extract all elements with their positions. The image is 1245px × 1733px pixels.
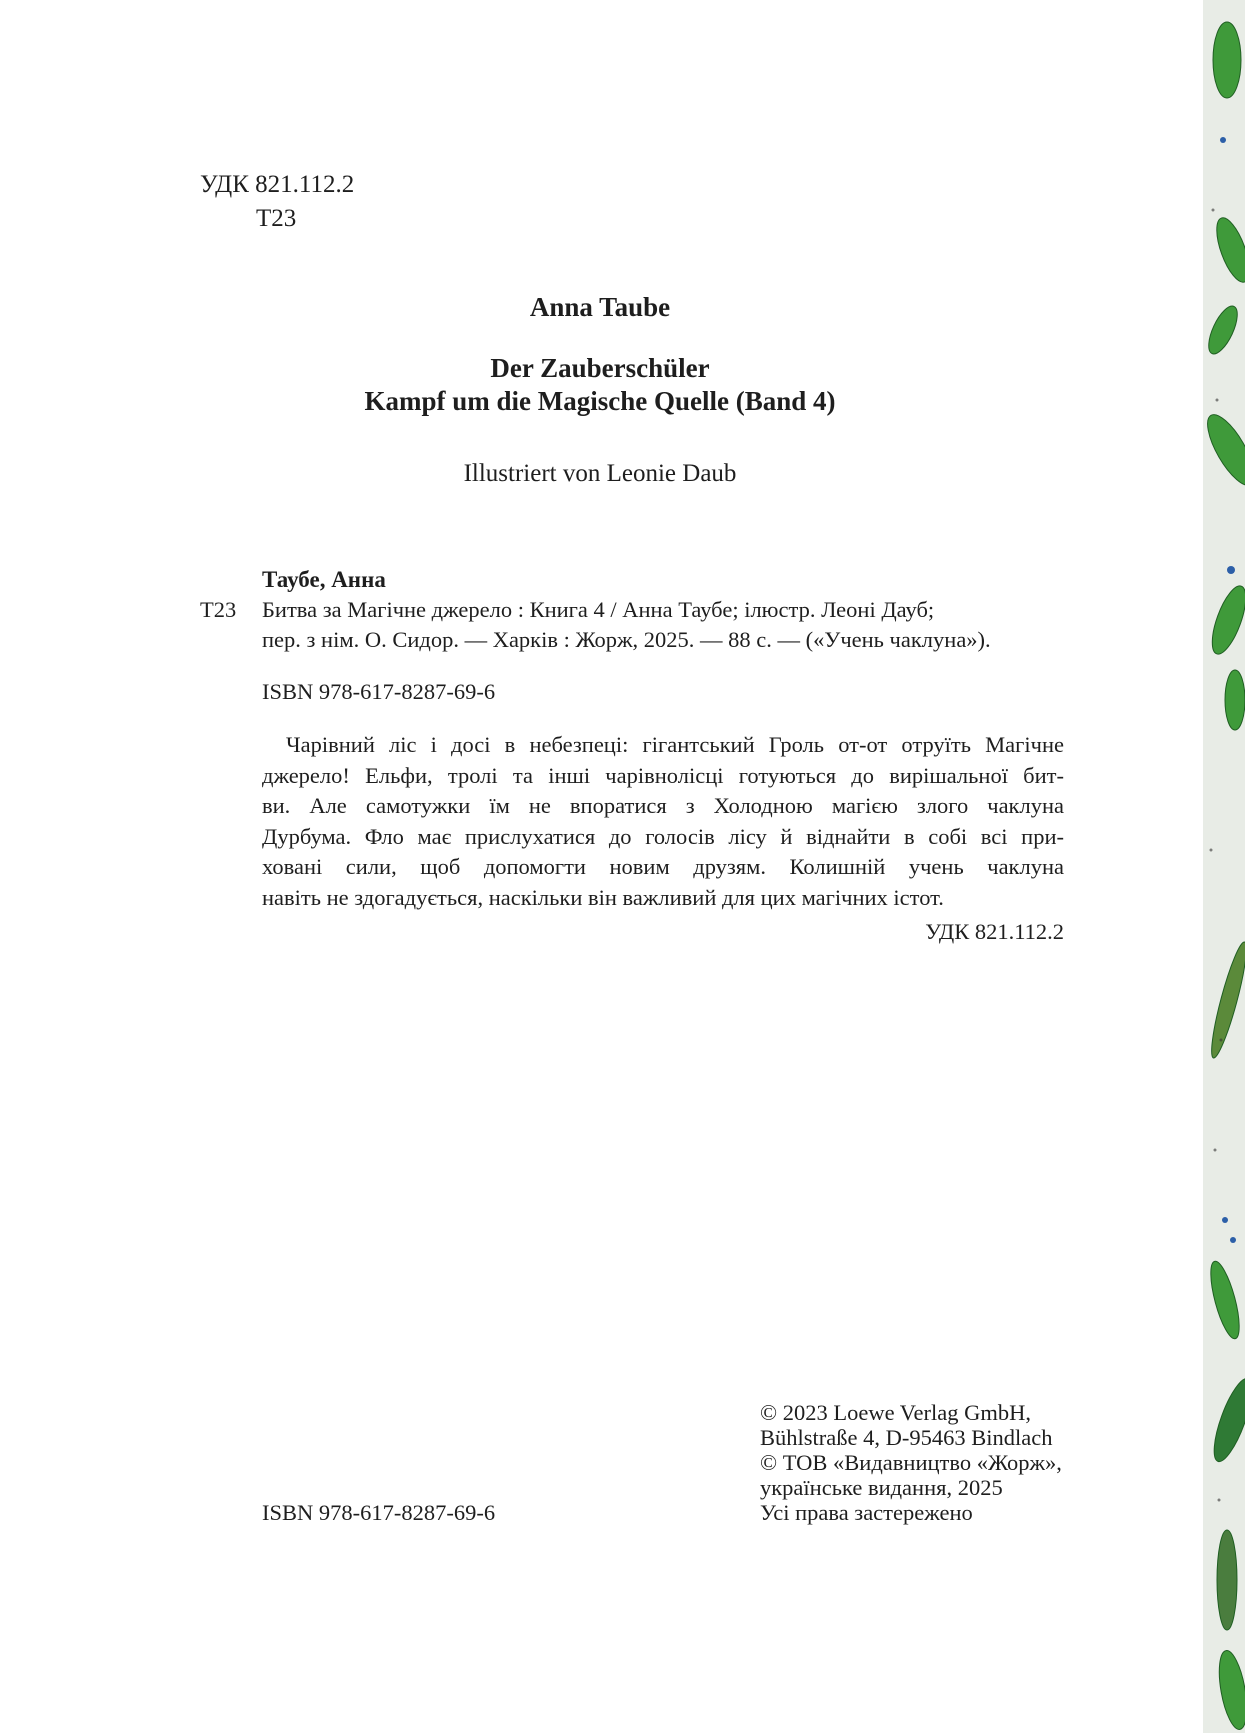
original-subtitle: Kampf um die Magische Quelle (Band 4) xyxy=(364,386,836,416)
author-sign: Т23 xyxy=(256,205,297,232)
udk-block xyxy=(200,168,354,236)
biblio-description xyxy=(262,595,1070,655)
biblio-line-2: пер. з нім. О. Сидор. — Харків : Жорж, 2025. — 88 с. — («Учень чаклуна»). xyxy=(262,627,991,652)
illustrator-credit: Illustriert von Leonie Daub xyxy=(463,460,737,487)
bibliographic-record xyxy=(200,565,1070,707)
original-author: Anna Taube xyxy=(529,292,671,322)
annotation-line: ховані сили, щоб допомогти новим друзям. Колишній учень чаклуна xyxy=(262,854,1064,879)
biblio-code: Т23 xyxy=(200,597,237,622)
original-title: Der Zauberschüler xyxy=(490,353,710,383)
annotation-line: Дурбума. Фло має прислухатися до голосів лісу й віднайти в собі всі при- xyxy=(262,823,1064,849)
udk-code: УДК 821.112.2 xyxy=(200,171,355,198)
copyright-block xyxy=(760,1400,1062,1525)
copyright-line: Bühlstraße 4, D-95463 Bindlach xyxy=(760,1425,1053,1450)
copyright-line: © 2023 Loewe Verlag GmbH, xyxy=(760,1400,1031,1425)
footer-isbn: ISBN 978-617-8287-69-6 xyxy=(262,1500,496,1525)
annotation-line: Чарівний ліс і досі в небезпеці: гігантський Гроль от-от отруїть Магічне xyxy=(286,732,1064,757)
annotation-udk: УДК 821.112.2 xyxy=(925,919,1064,944)
copyright-line: українське видання, 2025 xyxy=(760,1475,1003,1500)
copyright-line: Усі права застережено xyxy=(760,1500,973,1525)
copyright-line: © ТОВ «Видавництво «Жорж», xyxy=(760,1450,1062,1475)
biblio-isbn: ISBN 978-617-8287-69-6 xyxy=(262,679,496,704)
biblio-line-1: Битва за Магічне джерело : Книга 4 / Анна Таубе; ілюстр. Леоні Дауб; xyxy=(262,597,935,622)
botanical-border-illustration xyxy=(1203,0,1245,1733)
annotation-line: ви. Але самотужки їм не впоратися з Холодною магією злого чаклуна xyxy=(262,793,1064,818)
biblio-author: Таубе, Анна xyxy=(262,567,386,592)
annotation-line: навіть не здогадується, наскільки він важливий для цих магічних істот. xyxy=(262,884,944,910)
annotation xyxy=(262,730,1064,948)
annotation-line: джерело! Ельфи, тролі та інші чарівнолісці готуються до вирішальної бит- xyxy=(262,762,1064,788)
